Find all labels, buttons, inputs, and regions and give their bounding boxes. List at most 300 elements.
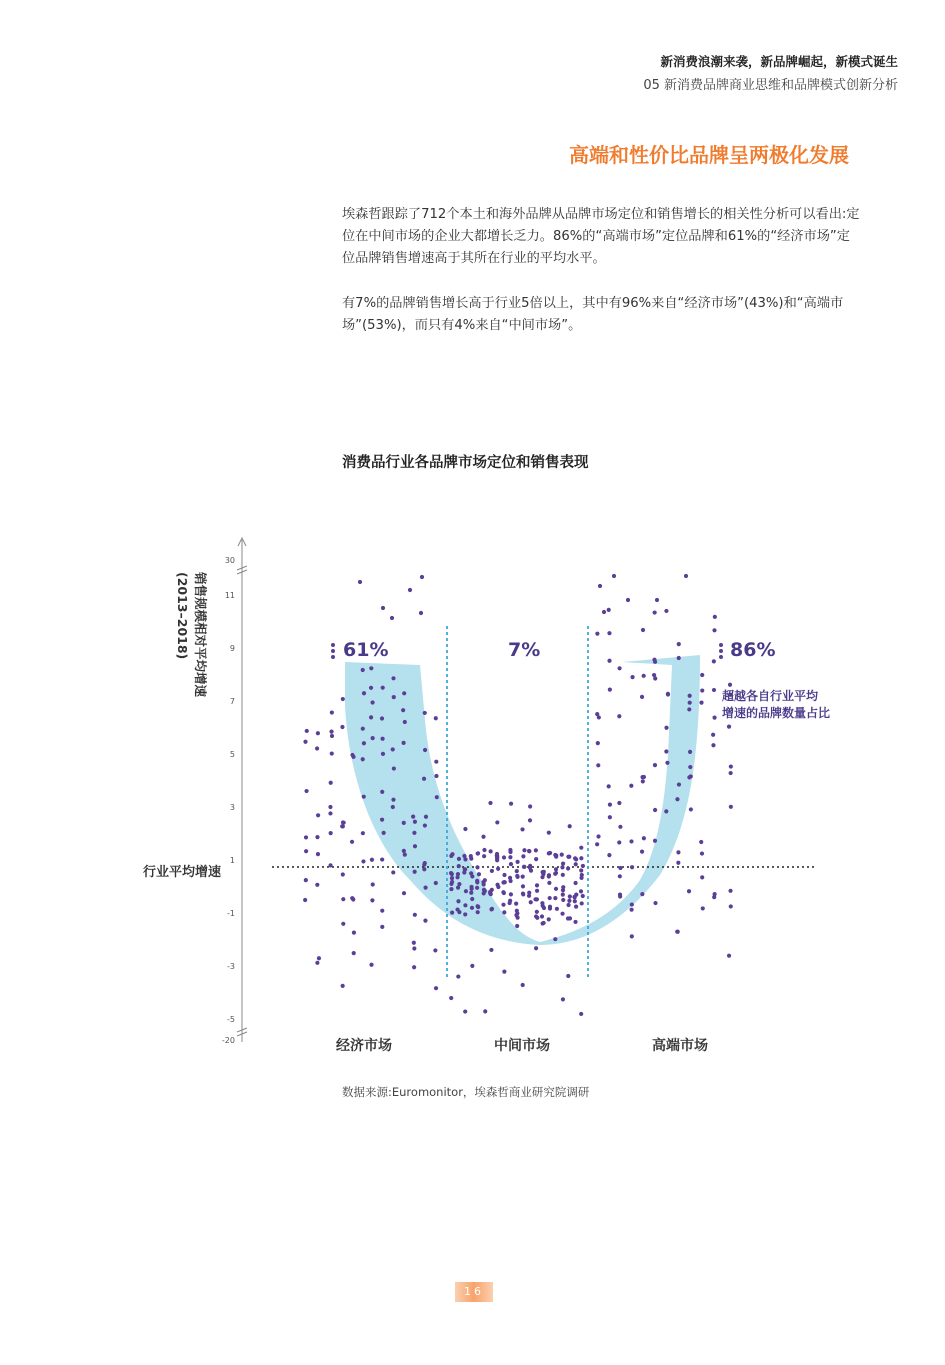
annotation-bullet [712, 688, 716, 692]
data-point [390, 616, 394, 620]
data-point [617, 801, 621, 805]
data-point [370, 700, 374, 704]
data-point [713, 615, 717, 619]
industry-average-label: 行业平均增速 [142, 865, 221, 880]
data-point [328, 863, 332, 867]
data-point [304, 789, 308, 793]
data-point [381, 752, 385, 756]
data-point [502, 910, 506, 914]
data-point [463, 827, 467, 831]
data-point [641, 628, 645, 632]
data-point [341, 897, 345, 901]
data-point [595, 632, 599, 636]
body-paragraph-1: 埃森哲跟踪了712个本土和海外品牌从品牌市场定位和销售增长的相关性分析可以看出:定位在中间市场的企业大都增长乏力。86%的“高端市场”定位品牌和61%的“经济市场”定位品牌销售增速高于其所在行业的平均水平。 [342, 207, 860, 266]
data-point [352, 931, 356, 935]
data-point [528, 818, 532, 822]
data-point [496, 867, 500, 871]
data-point [677, 656, 681, 660]
data-point [328, 805, 332, 809]
data-point [573, 899, 577, 903]
data-point [596, 763, 600, 767]
data-point [579, 846, 583, 850]
data-point [664, 726, 668, 730]
data-point [574, 893, 578, 897]
data-point [369, 666, 373, 670]
data-point [699, 701, 703, 705]
data-point [403, 853, 407, 857]
data-point [555, 907, 559, 911]
data-source-note: 数据来源:Euromonitor，埃森哲商业研究院调研 [342, 1085, 590, 1099]
data-point [712, 628, 716, 632]
data-point [727, 954, 731, 958]
data-point [402, 821, 406, 825]
data-point [642, 836, 646, 840]
data-point [496, 885, 500, 889]
data-point [434, 760, 438, 764]
data-point [712, 659, 716, 663]
data-point [450, 910, 454, 914]
data-point [303, 740, 307, 744]
data-point [422, 777, 426, 781]
y-tick-label: -20 [221, 1036, 235, 1045]
data-point [463, 903, 467, 907]
body-paragraph-2: 有7%的品牌销售增长高于行业5倍以上，其中有96%来自“经济市场”(43%)和“高端市场”(53%)，而只有4%来自“中间市场”。 [342, 296, 844, 333]
data-point [608, 803, 612, 807]
data-point [413, 820, 417, 824]
data-point [596, 834, 600, 838]
data-point [728, 683, 732, 687]
data-point [607, 853, 611, 857]
data-point [470, 897, 474, 901]
data-point [598, 584, 602, 588]
data-point [381, 606, 385, 610]
data-point [369, 715, 373, 719]
y-tick-label: -1 [227, 909, 235, 918]
data-point [729, 805, 733, 809]
data-point [382, 831, 386, 835]
data-point [566, 855, 570, 859]
data-point [699, 840, 703, 844]
data-point [547, 917, 551, 921]
data-point [607, 784, 611, 788]
marker-dot [331, 649, 335, 653]
header-chapter-title: 05 新消费品牌商业思维和品牌模式创新分析 [643, 78, 898, 93]
data-point [476, 851, 480, 855]
annotation-line-1: 超越各自行业平均 [722, 689, 819, 703]
data-point [700, 688, 704, 692]
y-tick-label: 5 [229, 750, 235, 759]
data-point [340, 725, 344, 729]
data-point [640, 892, 644, 896]
marker-dot [719, 655, 723, 659]
data-point [542, 906, 546, 910]
data-point [412, 946, 416, 950]
data-point [369, 686, 373, 690]
data-point [341, 697, 345, 701]
data-point [413, 913, 417, 917]
data-point [688, 694, 692, 698]
data-point [612, 574, 616, 578]
data-point [522, 848, 526, 852]
data-point [304, 849, 308, 853]
data-point [470, 874, 474, 878]
data-point [489, 907, 493, 911]
data-point [579, 889, 583, 893]
data-point [463, 867, 467, 871]
data-point [412, 965, 416, 969]
data-point [527, 891, 531, 895]
data-point [380, 857, 384, 861]
data-point [630, 934, 634, 938]
data-point [470, 964, 474, 968]
data-point [341, 872, 345, 876]
data-point [464, 889, 468, 893]
data-point [463, 912, 467, 916]
data-point [463, 857, 467, 861]
data-point [652, 658, 656, 662]
data-point [380, 737, 384, 741]
data-point [515, 909, 519, 913]
data-point [568, 916, 572, 920]
data-point [664, 749, 668, 753]
data-point [434, 716, 438, 720]
data-point [435, 795, 439, 799]
y-tick-label: 7 [229, 697, 235, 706]
data-point [602, 610, 606, 614]
data-point [358, 580, 362, 584]
data-point [566, 974, 570, 978]
data-point [561, 898, 565, 902]
data-point [640, 695, 644, 699]
data-point [521, 875, 525, 879]
data-point [579, 868, 583, 872]
data-point [618, 874, 622, 878]
data-point [573, 881, 577, 885]
data-point [527, 849, 531, 853]
data-point [547, 881, 551, 885]
data-point [540, 921, 544, 925]
data-point [581, 894, 585, 898]
data-point [380, 790, 384, 794]
data-point [315, 746, 319, 750]
data-point [553, 937, 557, 941]
data-point [700, 875, 704, 879]
y-tick-label: -5 [227, 1015, 235, 1024]
data-point [581, 864, 585, 868]
marker-dot [331, 643, 335, 647]
data-point [574, 904, 578, 908]
data-point [329, 730, 333, 734]
data-point [450, 852, 454, 856]
share-label-3: 86% [730, 639, 776, 661]
data-point [482, 891, 486, 895]
data-point [653, 610, 657, 614]
data-point [423, 711, 427, 715]
data-point [449, 871, 453, 875]
data-point [361, 757, 365, 761]
data-point [514, 902, 518, 906]
data-point [475, 880, 479, 884]
data-point [469, 891, 473, 895]
data-point [508, 850, 512, 854]
data-point [554, 887, 558, 891]
share-label-2: 7% [508, 639, 541, 661]
data-point [362, 795, 366, 799]
data-point [630, 865, 634, 869]
data-point [567, 899, 571, 903]
data-point [617, 714, 621, 718]
y-tick-label: 11 [224, 591, 235, 600]
data-point [315, 835, 319, 839]
data-point [392, 766, 396, 770]
data-point [391, 747, 395, 751]
data-point [362, 741, 366, 745]
data-point [652, 673, 656, 677]
data-point [641, 779, 645, 783]
data-point [630, 675, 634, 679]
y-tick-label: 9 [229, 644, 235, 653]
data-point [481, 835, 485, 839]
data-point [608, 688, 612, 692]
data-point [579, 856, 583, 860]
data-point [629, 908, 633, 912]
data-point [677, 782, 681, 786]
data-point [370, 898, 374, 902]
data-point [495, 856, 499, 860]
data-point [597, 715, 601, 719]
data-point [712, 895, 716, 899]
y-axis-period: (2013–2018) [175, 572, 190, 660]
data-point [361, 668, 365, 672]
data-point [391, 676, 395, 680]
data-point [607, 659, 611, 663]
data-point [515, 869, 519, 873]
data-point [700, 673, 704, 677]
y-tick-label: -3 [227, 962, 235, 971]
data-point [476, 910, 480, 914]
data-point [640, 850, 644, 854]
data-point [687, 707, 691, 711]
data-point [688, 750, 692, 754]
data-point [547, 873, 551, 877]
data-point [457, 882, 461, 886]
data-point [412, 831, 416, 835]
data-point [502, 873, 506, 877]
data-point [316, 852, 320, 856]
data-point [727, 725, 731, 729]
data-point [554, 871, 558, 875]
data-point [476, 904, 480, 908]
data-point [457, 864, 461, 868]
data-point [509, 892, 513, 896]
data-point [508, 855, 512, 859]
y-tick-label: 30 [224, 556, 235, 565]
data-point [666, 692, 670, 696]
data-point [534, 946, 538, 950]
data-point [665, 761, 669, 765]
data-point [475, 886, 479, 890]
data-point [351, 755, 355, 759]
data-point [687, 775, 691, 779]
data-point [547, 851, 551, 855]
y-tick-label: 3 [229, 803, 235, 812]
data-point [304, 878, 308, 882]
data-point [315, 883, 319, 887]
data-point [553, 896, 557, 900]
data-point [653, 901, 657, 905]
data-point [392, 695, 396, 699]
category-label-1: 经济市场 [336, 1038, 392, 1054]
data-point [369, 963, 373, 967]
data-point [684, 574, 688, 578]
data-point [595, 842, 599, 846]
data-point [653, 839, 657, 843]
data-point [528, 866, 532, 870]
data-point [423, 823, 427, 827]
data-point [330, 751, 334, 755]
data-point [568, 894, 572, 898]
data-point [434, 774, 438, 778]
data-point [449, 996, 453, 1000]
data-point [534, 848, 538, 852]
data-point [488, 890, 492, 894]
page-number: 16 [455, 1282, 493, 1302]
data-point [535, 910, 539, 914]
data-point [402, 691, 406, 695]
data-point [554, 867, 558, 871]
data-point [653, 808, 657, 812]
data-point [391, 805, 395, 809]
data-point [330, 734, 334, 738]
data-point [380, 909, 384, 913]
data-point [422, 867, 426, 871]
data-point [573, 856, 577, 860]
data-point [529, 900, 533, 904]
data-point [424, 815, 428, 819]
data-point [701, 906, 705, 910]
data-point [675, 797, 679, 801]
data-point [413, 844, 417, 848]
data-point [711, 733, 715, 737]
data-point [561, 873, 565, 877]
data-point [316, 813, 320, 817]
data-point [489, 849, 493, 853]
data-point [515, 874, 519, 878]
data-point [521, 892, 525, 896]
data-point [370, 858, 374, 862]
data-point [330, 710, 334, 714]
data-point [561, 885, 565, 889]
data-point [522, 865, 526, 869]
data-point [608, 815, 612, 819]
data-point [341, 824, 345, 828]
data-point [629, 784, 633, 788]
data-point [509, 802, 513, 806]
data-point [501, 903, 505, 907]
data-point [456, 974, 460, 978]
data-point [547, 831, 551, 835]
data-point [456, 872, 460, 876]
data-point [350, 840, 354, 844]
data-point [420, 575, 424, 579]
data-point [412, 941, 416, 945]
data-point [676, 930, 680, 934]
data-point [580, 873, 584, 877]
data-point [488, 801, 492, 805]
data-point [540, 901, 544, 905]
data-point [617, 666, 621, 670]
data-point [402, 849, 406, 853]
data-point [457, 857, 461, 861]
data-point [515, 924, 519, 928]
data-point [642, 674, 646, 678]
data-point [381, 686, 385, 690]
data-point [408, 588, 412, 592]
data-point [688, 701, 692, 705]
data-point [630, 902, 634, 906]
data-point [554, 853, 558, 857]
data-point [456, 899, 460, 903]
data-point [304, 835, 308, 839]
data-point [607, 631, 611, 635]
data-point [508, 899, 512, 903]
data-point [463, 1009, 467, 1013]
data-point [482, 848, 486, 852]
data-point [676, 861, 680, 865]
data-point [566, 866, 570, 870]
data-point [664, 609, 668, 613]
data-point [316, 731, 320, 735]
marker-dot [719, 643, 723, 647]
data-point [402, 891, 406, 895]
data-point [580, 901, 584, 905]
data-point [561, 997, 565, 1001]
share-label-1: 61% [343, 639, 389, 661]
data-point [450, 876, 454, 880]
data-point [403, 720, 407, 724]
data-point [475, 865, 479, 869]
data-point [520, 827, 524, 831]
annotation-line-2: 增速的品牌数量占比 [722, 706, 831, 720]
data-point [380, 818, 384, 822]
data-point [689, 807, 693, 811]
data-point [573, 920, 577, 924]
data-point [687, 889, 691, 893]
data-point [502, 855, 506, 859]
data-point [596, 741, 600, 745]
data-point [503, 880, 507, 884]
data-point [535, 883, 539, 887]
data-point [305, 729, 309, 733]
data-point [541, 872, 545, 876]
data-point [560, 865, 564, 869]
data-point [700, 851, 704, 855]
data-point [411, 814, 415, 818]
data-point [433, 948, 437, 952]
data-point [329, 831, 333, 835]
data-point [568, 824, 572, 828]
data-point [560, 912, 564, 916]
scatter-chart [0, 520, 945, 1080]
data-point [548, 896, 552, 900]
data-point [515, 860, 519, 864]
data-point [362, 691, 366, 695]
data-point [677, 642, 681, 646]
data-point [655, 598, 659, 602]
section-title: 高端和性价比品牌呈两极化发展 [569, 143, 849, 167]
data-point [329, 781, 333, 785]
data-point [413, 870, 417, 874]
